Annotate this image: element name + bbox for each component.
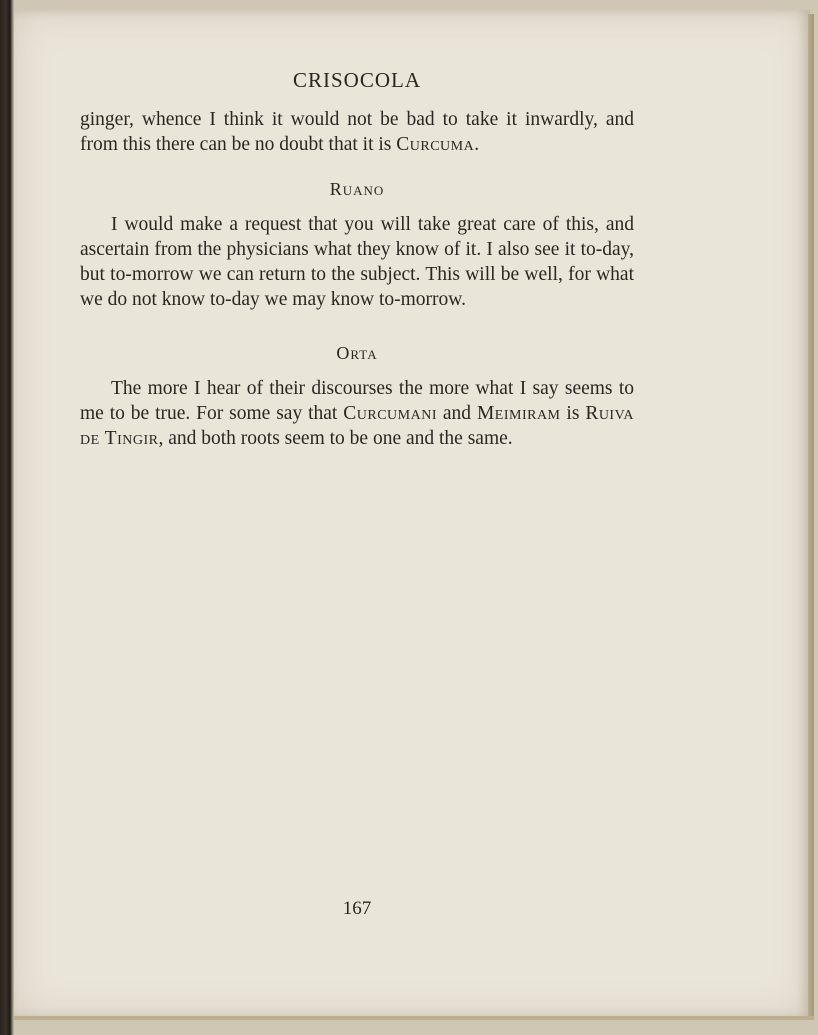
speaker-ruano-block [80, 179, 634, 200]
continuation-text: ginger, whence I think it would not be bad to take it inwardly, and from this there can be no doubt that it is [80, 109, 634, 155]
page-number: 167 [342, 898, 372, 919]
continuation-paragraph [80, 107, 634, 157]
continuation-end: . [474, 134, 480, 155]
speaker-heading-orta: Orta [336, 343, 378, 363]
running-head: CRISOCOLA [292, 68, 422, 92]
speaker-heading-ruano: Ruano [329, 179, 385, 199]
ruano-speech: I would make a request that you will take great care of this, and ascertain from the physicians what they know of it. I also see it to-day, but to-morrow we can return to the subject. This will be well, for what we do not know to-day we may know to-morrow. [80, 214, 634, 310]
orta-text-3: is [560, 403, 586, 424]
term-meimiram: Meimiram [476, 403, 561, 424]
orta-text-4: , and both roots seem to be one and the same. [158, 428, 513, 449]
page-edge-right [808, 14, 814, 1018]
orta-text-1: The more I hear of their discourses the more what I say seems to me to be true. For some say that [80, 378, 634, 424]
orta-paragraph [80, 376, 634, 451]
term-curcumani: Curcumani [343, 403, 437, 424]
speaker-orta-block [80, 343, 634, 364]
page-edge-bottom [14, 1016, 814, 1020]
term-curcuma: Curcuma [396, 134, 475, 155]
orta-text-2: and [436, 403, 477, 424]
book-page [14, 10, 810, 1018]
term-ruiva-de-tingir: Ruiva de Tingir [80, 403, 635, 449]
ruano-paragraph [80, 212, 634, 312]
